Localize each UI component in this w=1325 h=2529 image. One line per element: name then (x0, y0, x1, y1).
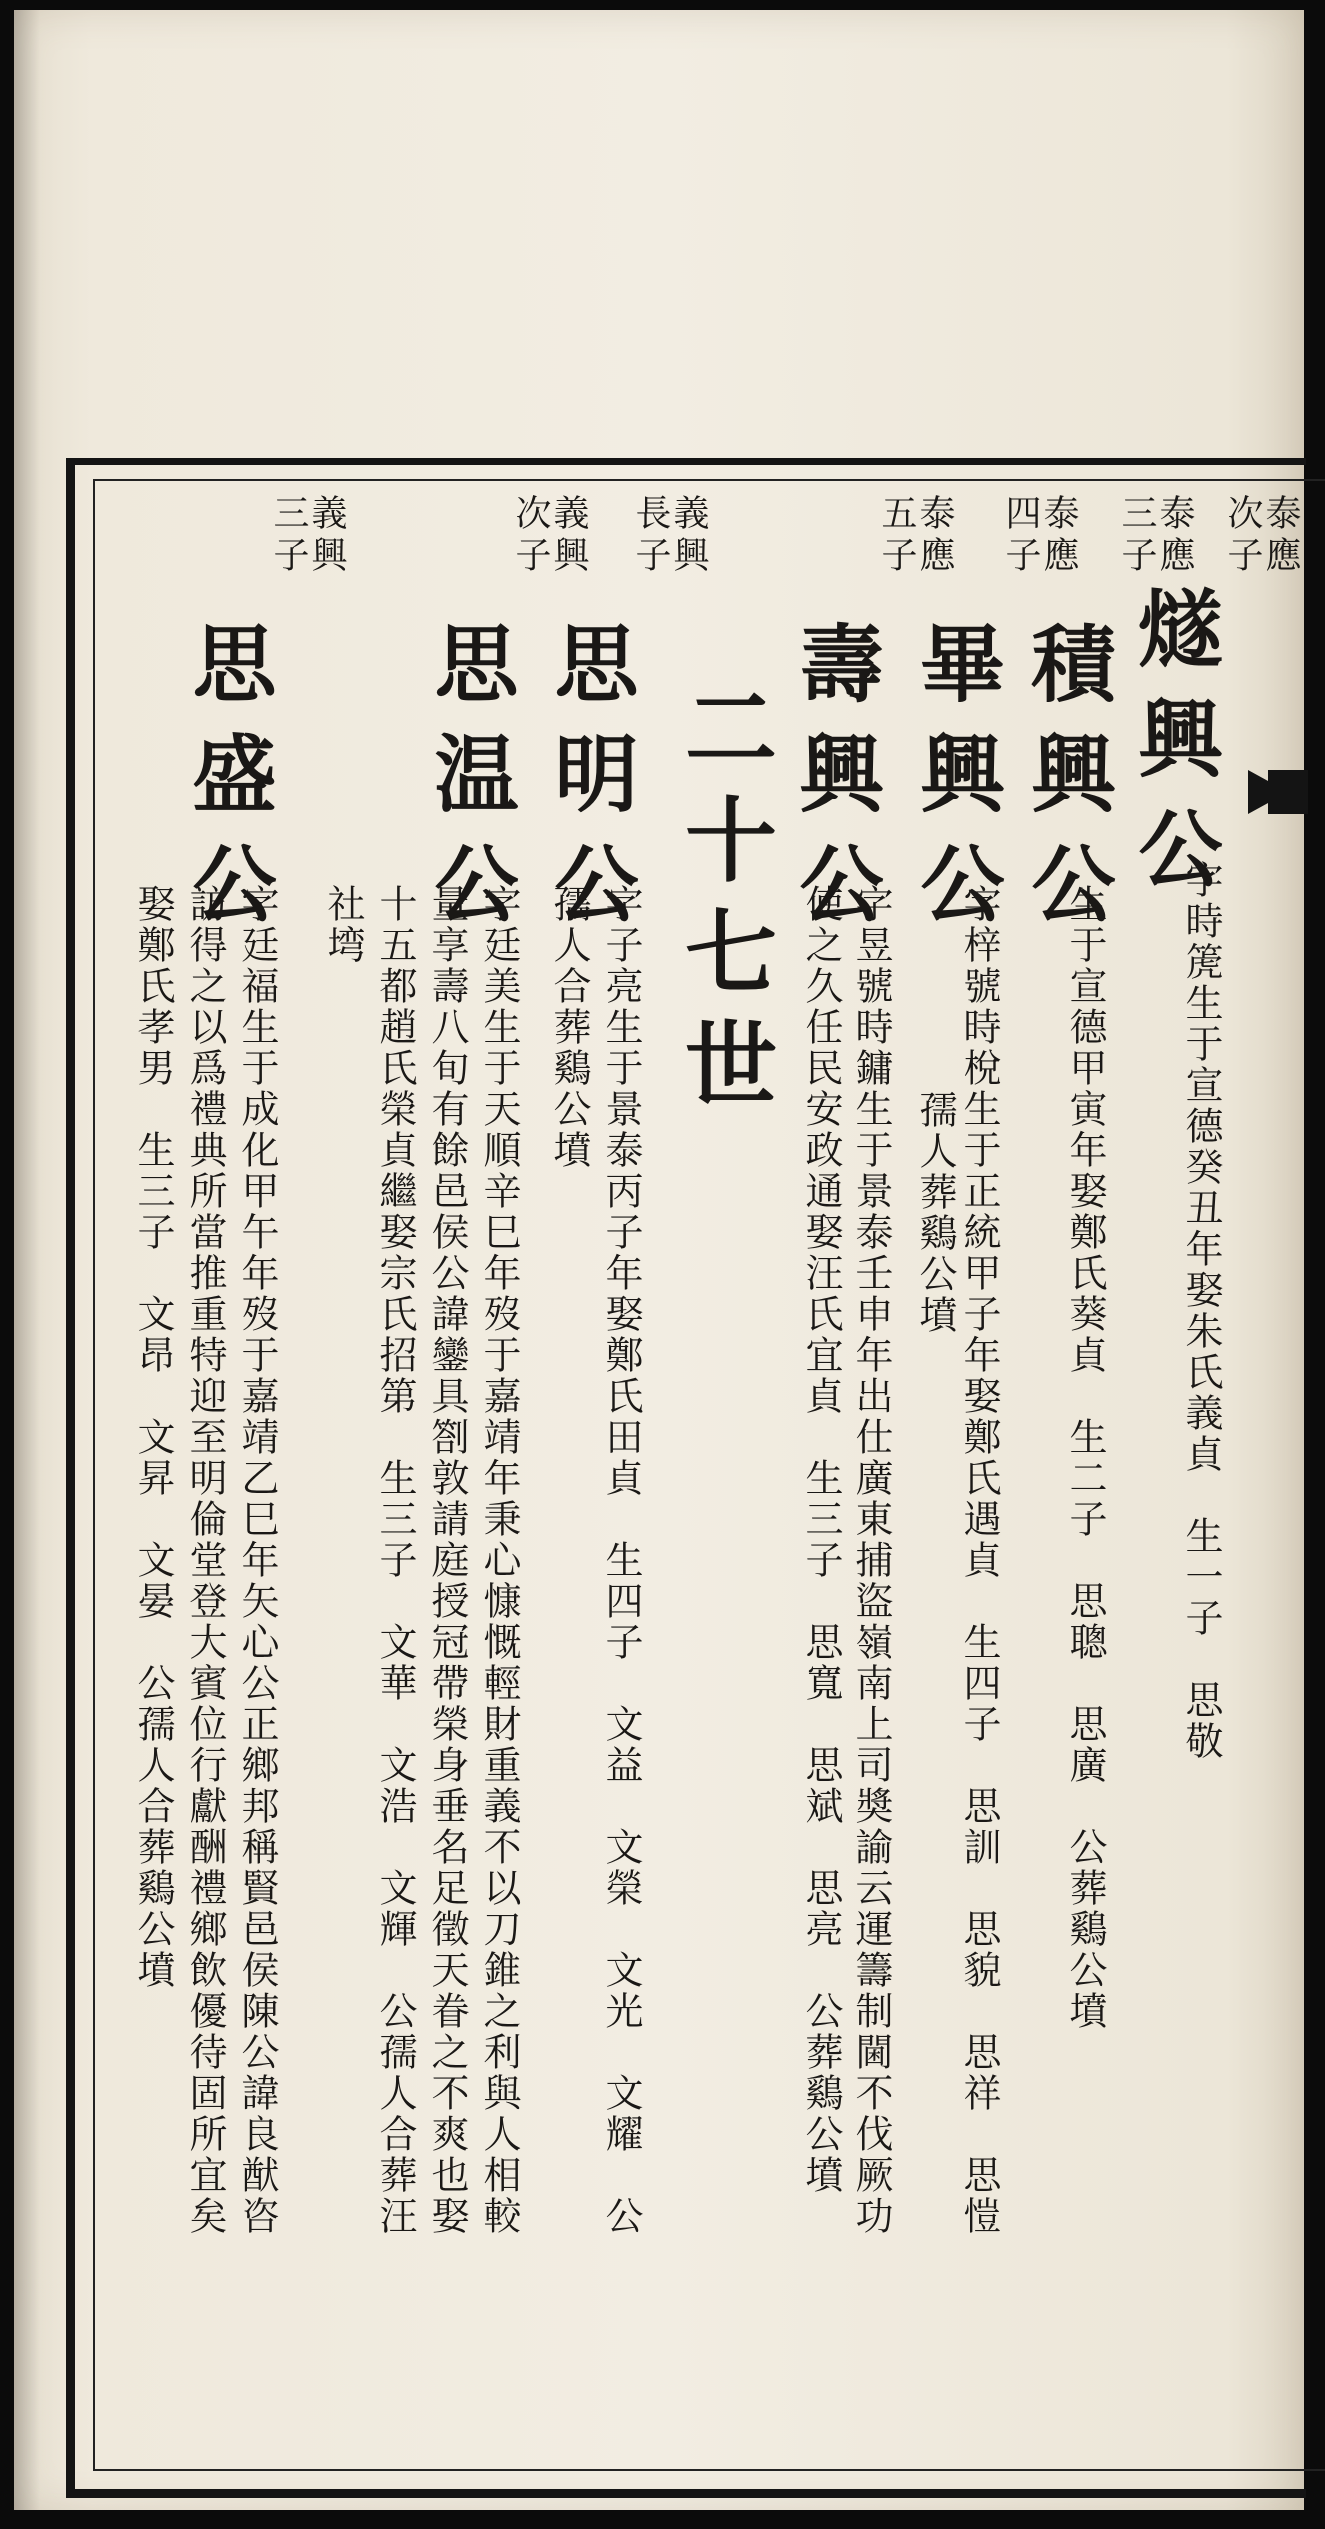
entry-desc-line: 量享壽八旬有餘邑侯公諱鑾具劄敦請庭授冠帶榮身垂名足徵天眷之不爽也娶 (425, 884, 470, 2237)
entry-desc-line: 十五都趙氏榮貞繼娶宗氏招第 生三子 文華 文浩 文輝 公孺人合葬汪 (373, 884, 418, 2237)
relation-rank: 次子 (510, 494, 551, 578)
entry-desc-line: 字梓號時梲生于正統甲子年娶鄭氏遇貞 生四子 思訓 思貌 思祥 思愷 (957, 884, 1002, 2237)
relation-father: 義興 (306, 494, 347, 578)
entry-relation (198, 494, 347, 578)
entry-desc-line: 訪得之以爲禮典所當推重特迎至明倫堂登大賓位行獻酬禮鄉飲優待固所宜矣 (183, 884, 228, 2237)
relation-rank: 三子 (1116, 494, 1157, 578)
entry-desc-line: 字昱號時鏞生于景泰壬申年出仕廣東捕盜嶺南上司奬諭云運籌制閫不伐厥功 (849, 884, 894, 2237)
relation-father: 泰應 (1260, 494, 1301, 578)
relation-father: 義興 (548, 494, 589, 578)
entry-name: 思盛公 (179, 620, 278, 950)
relation-rank: 長子 (630, 494, 671, 578)
entry-sisheng (198, 492, 347, 578)
entry-relation (440, 494, 589, 578)
relation-rank: 三子 (268, 494, 309, 578)
entry-name: 壽興公 (786, 620, 885, 950)
entry-name: 畢興公 (907, 620, 1006, 950)
entry-desc-line: 使之久任民安政通娶汪氏宜貞 生三子 思寬 思斌 思亮 公葬鷄公墳 (799, 884, 844, 2196)
entry-name: 思温公 (421, 620, 520, 950)
spine-shadow (14, 10, 40, 2510)
entry-name: 思明公 (541, 620, 640, 950)
entry-relation (806, 494, 955, 578)
relation-rank: 五子 (876, 494, 917, 578)
generation-title: 二十七世 (670, 680, 778, 1128)
entry-desc-line: 孺人合葬鷄公墳 (547, 884, 592, 1171)
entry-desc-line: 字子亮生于景泰丙子年娶鄭氏田貞 生四子 文益 文榮 文光 文耀 公 (599, 884, 644, 2237)
relation-father: 泰應 (1038, 494, 1079, 578)
relation-father: 泰應 (1154, 494, 1195, 578)
entry-desc-line: 字廷福生于成化甲午年歿于嘉靖乙巳年矢心公正鄉邦稱賢邑侯陳公諱良猷咨 (235, 884, 280, 2237)
entry-name: 燧興公 (1125, 585, 1224, 915)
entry-desc-line: 字廷美生于天順辛巳年歿于嘉靖年秉心慷慨輕財重義不以刀錐之利與人相較 (477, 884, 522, 2237)
relation-father: 義興 (668, 494, 709, 578)
relation-rank: 四子 (1000, 494, 1041, 578)
entry-sisheng-desc-3 (132, 884, 624, 1991)
relation-father: 泰應 (914, 494, 955, 578)
entry-shouxing (806, 492, 955, 578)
entry-desc-line: 字時箎生于宣德癸丑年娶朱氏義貞 生一子 思敬 (1179, 860, 1224, 1762)
entry-siwen (440, 492, 589, 578)
entry-name: 積興公 (1018, 620, 1117, 950)
relation-rank: 次子 (1222, 494, 1263, 578)
entry-desc-line: 娶鄭氏孝男 生三子 文昂 文昇 文晏 公孺人合葬鷄公墳 (131, 884, 176, 1991)
entry-desc-line: 孺人葬鷄公墳 (913, 1090, 958, 1336)
entry-desc-line: 社塆 (321, 884, 366, 966)
entry-desc-line: 生于宣德甲寅年娶鄭氏葵貞 生二子 思聰 思廣 公葬鷄公墳 (1063, 884, 1108, 2032)
